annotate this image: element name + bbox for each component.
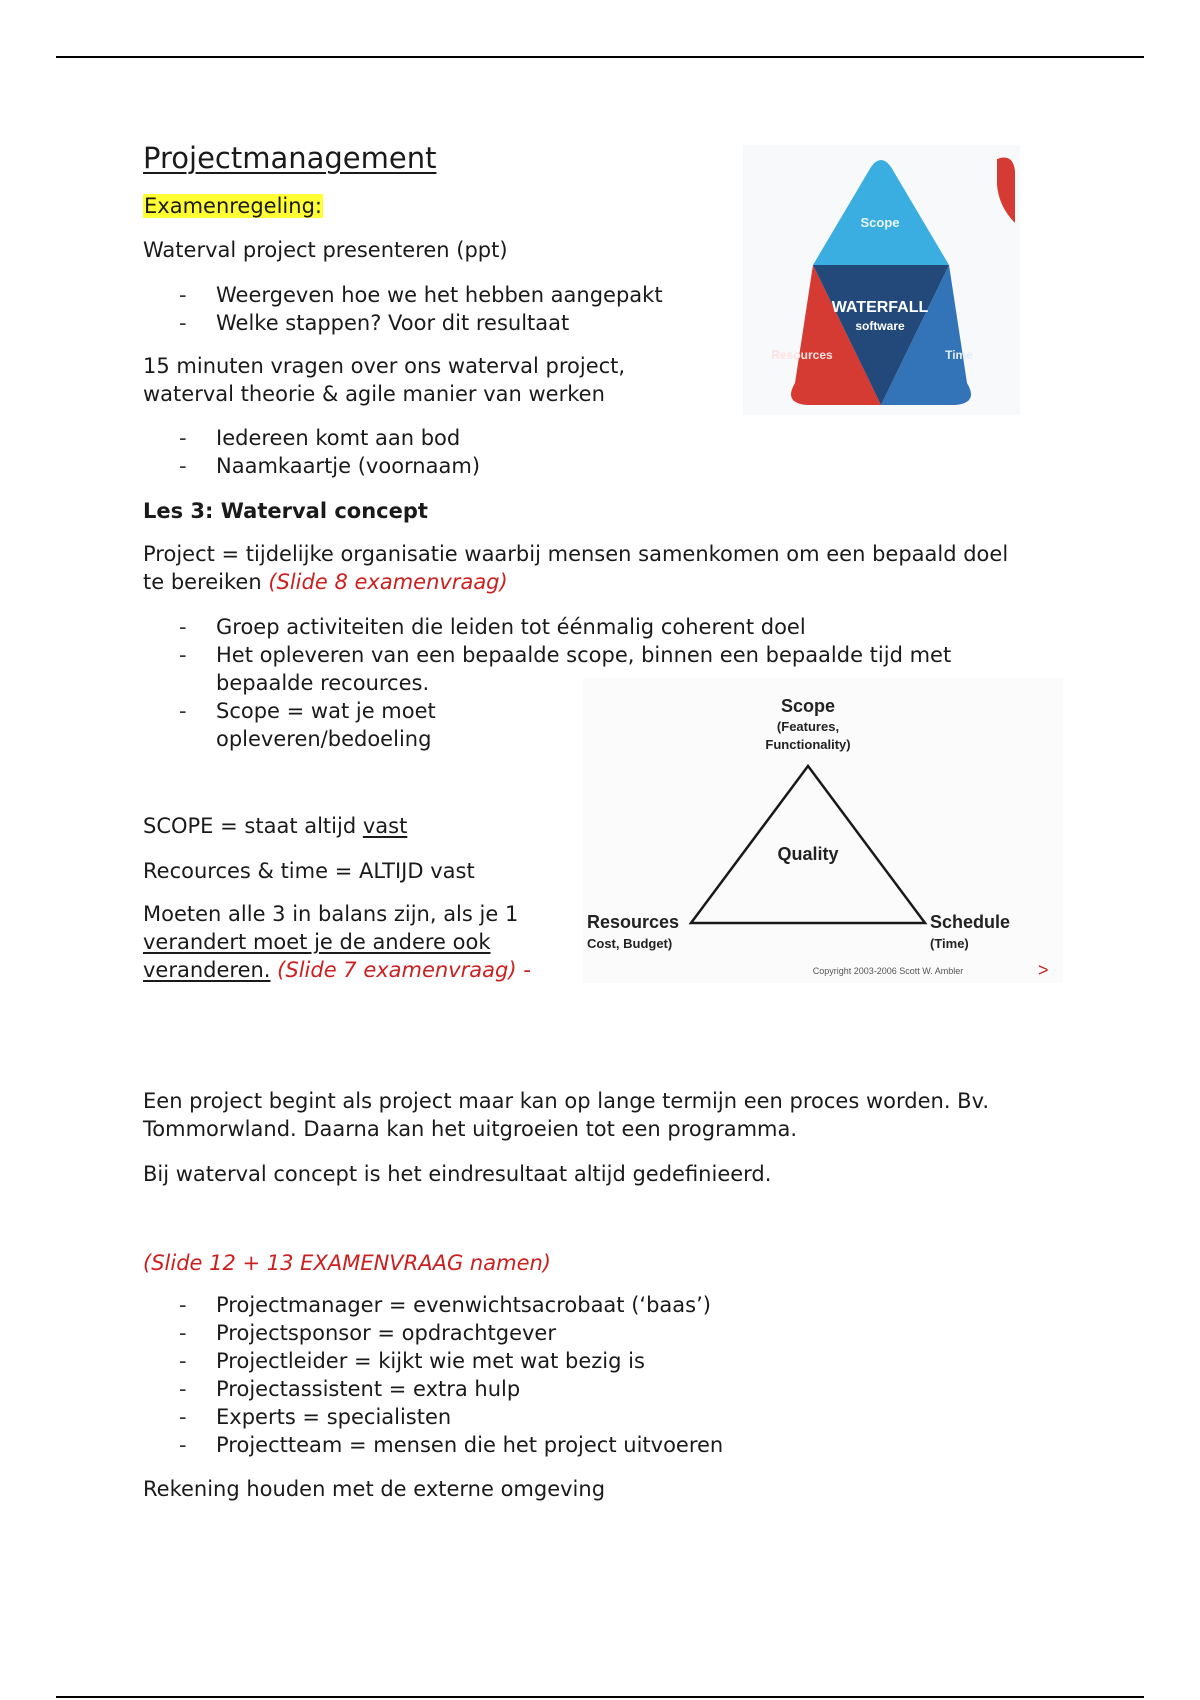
recources-line: Recources & time = ALTIJD vast bbox=[143, 859, 475, 883]
bullet-marker: - bbox=[179, 615, 187, 639]
list-item bbox=[143, 1431, 723, 1459]
waterfall-label: WATERFALL bbox=[831, 299, 929, 316]
bullet-marker: - bbox=[179, 699, 187, 723]
slide-12-13-note: (Slide 12 + 13 EXAMENVRAAG namen) bbox=[143, 1251, 551, 1275]
project-definition-line-2 bbox=[143, 568, 508, 596]
list-item bbox=[143, 424, 480, 452]
features-label: (Features, bbox=[776, 719, 840, 734]
bullet-marker: - bbox=[179, 283, 187, 307]
bullet-marker: - bbox=[179, 643, 187, 667]
list-item-text: opleveren/bedoeling bbox=[216, 727, 432, 751]
list-item-text: Weergeven hoe we het hebben aangepakt bbox=[216, 283, 663, 307]
bullet-marker: - bbox=[179, 426, 187, 450]
bullet-marker: - bbox=[179, 1321, 187, 1345]
list-item bbox=[143, 1375, 723, 1403]
list-item bbox=[143, 1347, 723, 1375]
bullet-marker: - bbox=[179, 1377, 187, 1401]
list-item bbox=[143, 309, 663, 337]
balance-line-2: verandert moet je de andere ook bbox=[143, 930, 491, 954]
list-item bbox=[143, 281, 663, 309]
project-definition-text: te bereiken bbox=[143, 570, 269, 594]
list-item bbox=[143, 1403, 723, 1431]
questions-bullet-list bbox=[143, 424, 480, 480]
quality-label: Quality bbox=[777, 844, 839, 864]
questions-line-2: waterval theorie & agile manier van werken bbox=[143, 382, 605, 406]
project-triangle-figure bbox=[583, 678, 1063, 983]
list-item-text: Projectmanager = evenwichtsacrobaat (‘baas’) bbox=[216, 1293, 711, 1317]
list-item-text: Het opleveren van een bepaalde scope, binnen een bepaalde tijd met bbox=[216, 643, 952, 667]
list-item bbox=[143, 613, 951, 641]
slide-7-note: (Slide 7 examenvraag) - bbox=[270, 958, 531, 982]
roles-list bbox=[143, 1291, 723, 1459]
list-item-text: Welke stappen? Voor dit resultaat bbox=[216, 311, 570, 335]
page-title: Projectmanagement bbox=[143, 141, 437, 175]
list-item-text: Scope = wat je moet bbox=[216, 699, 436, 723]
cost-budget-label: Cost, Budget) bbox=[587, 936, 673, 951]
bullet-marker: - bbox=[179, 311, 187, 335]
bullet-marker: - bbox=[179, 1349, 187, 1373]
scope-label: Scope bbox=[780, 696, 836, 716]
functionality-label: Functionality) bbox=[765, 737, 851, 752]
exam-heading-highlight: Examenregeling: bbox=[144, 194, 322, 218]
bullet-marker: - bbox=[179, 1433, 187, 1457]
waterfall-line: Bij waterval concept is het eindresultaat altijd gedefinieerd. bbox=[143, 1162, 772, 1186]
list-item-text: Projectsponsor = opdrachtgever bbox=[216, 1321, 556, 1345]
copyright-label: Copyright 2003-2006 Scott W. Ambler bbox=[812, 966, 964, 976]
exam-heading bbox=[143, 192, 323, 220]
process-line-2: Tommorwland. Daarna kan het uitgroeien tot een programma. bbox=[143, 1117, 798, 1141]
lesson-heading: Les 3: Waterval concept bbox=[143, 499, 428, 523]
resources-label: Resources bbox=[587, 912, 680, 932]
schedule-label: Schedule bbox=[930, 912, 1011, 932]
balance-line-1: Moeten alle 3 in balans zijn, als je 1 bbox=[143, 902, 519, 926]
external-environment-line: Rekening houden met de externe omgeving bbox=[143, 1477, 606, 1501]
list-item-text: Projectteam = mensen die het project uitvoeren bbox=[216, 1433, 724, 1457]
list-item-text: Projectassistent = extra hulp bbox=[216, 1377, 521, 1401]
questions-line-1: 15 minuten vragen over ons waterval project, bbox=[143, 354, 626, 378]
process-line-1: Een project begint als project maar kan op lange termijn een proces worden. Bv. bbox=[143, 1089, 990, 1113]
software-label: software bbox=[855, 319, 905, 333]
balance-underlined: veranderen. bbox=[143, 958, 271, 982]
list-item-text: bepaalde recources. bbox=[216, 671, 430, 695]
scope-vast: vast bbox=[362, 814, 408, 838]
scope-line bbox=[143, 812, 407, 840]
list-item-text: Iedereen komt aan bod bbox=[216, 426, 461, 450]
list-item-text: Naamkaartje (voornaam) bbox=[216, 454, 481, 478]
bottom-rule bbox=[56, 1696, 1144, 1698]
scope-text: SCOPE = staat altijd bbox=[143, 814, 363, 838]
list-item-text: Projectleider = kijkt wie met wat bezig is bbox=[216, 1349, 645, 1373]
bullet-marker: - bbox=[179, 454, 187, 478]
bullet-marker: - bbox=[179, 1293, 187, 1317]
balance-line-3 bbox=[143, 956, 531, 984]
exam-line: Waterval project presenteren (ppt) bbox=[143, 238, 508, 262]
slide-8-note: (Slide 8 examenvraag) bbox=[268, 570, 508, 594]
time-label: Time bbox=[945, 348, 973, 362]
list-item bbox=[143, 1319, 723, 1347]
arrow-marker: > bbox=[1038, 960, 1049, 980]
list-item-text: Experts = specialisten bbox=[216, 1405, 452, 1429]
top-rule bbox=[56, 56, 1144, 58]
list-item-text: Groep activiteiten die leiden tot éénmalig coherent doel bbox=[216, 615, 806, 639]
time-label: (Time) bbox=[930, 936, 969, 951]
scope-label: Scope bbox=[860, 215, 900, 230]
waterfall-triangle-figure bbox=[743, 145, 1020, 415]
list-item bbox=[143, 1291, 723, 1319]
resources-label: Resources bbox=[771, 348, 833, 362]
bullet-marker: - bbox=[179, 1405, 187, 1429]
project-definition-line-1: Project = tijdelijke organisatie waarbij mensen samenkomen om een bepaald doel bbox=[143, 542, 1009, 566]
exam-bullet-list bbox=[143, 281, 663, 337]
list-item bbox=[143, 641, 951, 669]
list-item bbox=[143, 452, 480, 480]
